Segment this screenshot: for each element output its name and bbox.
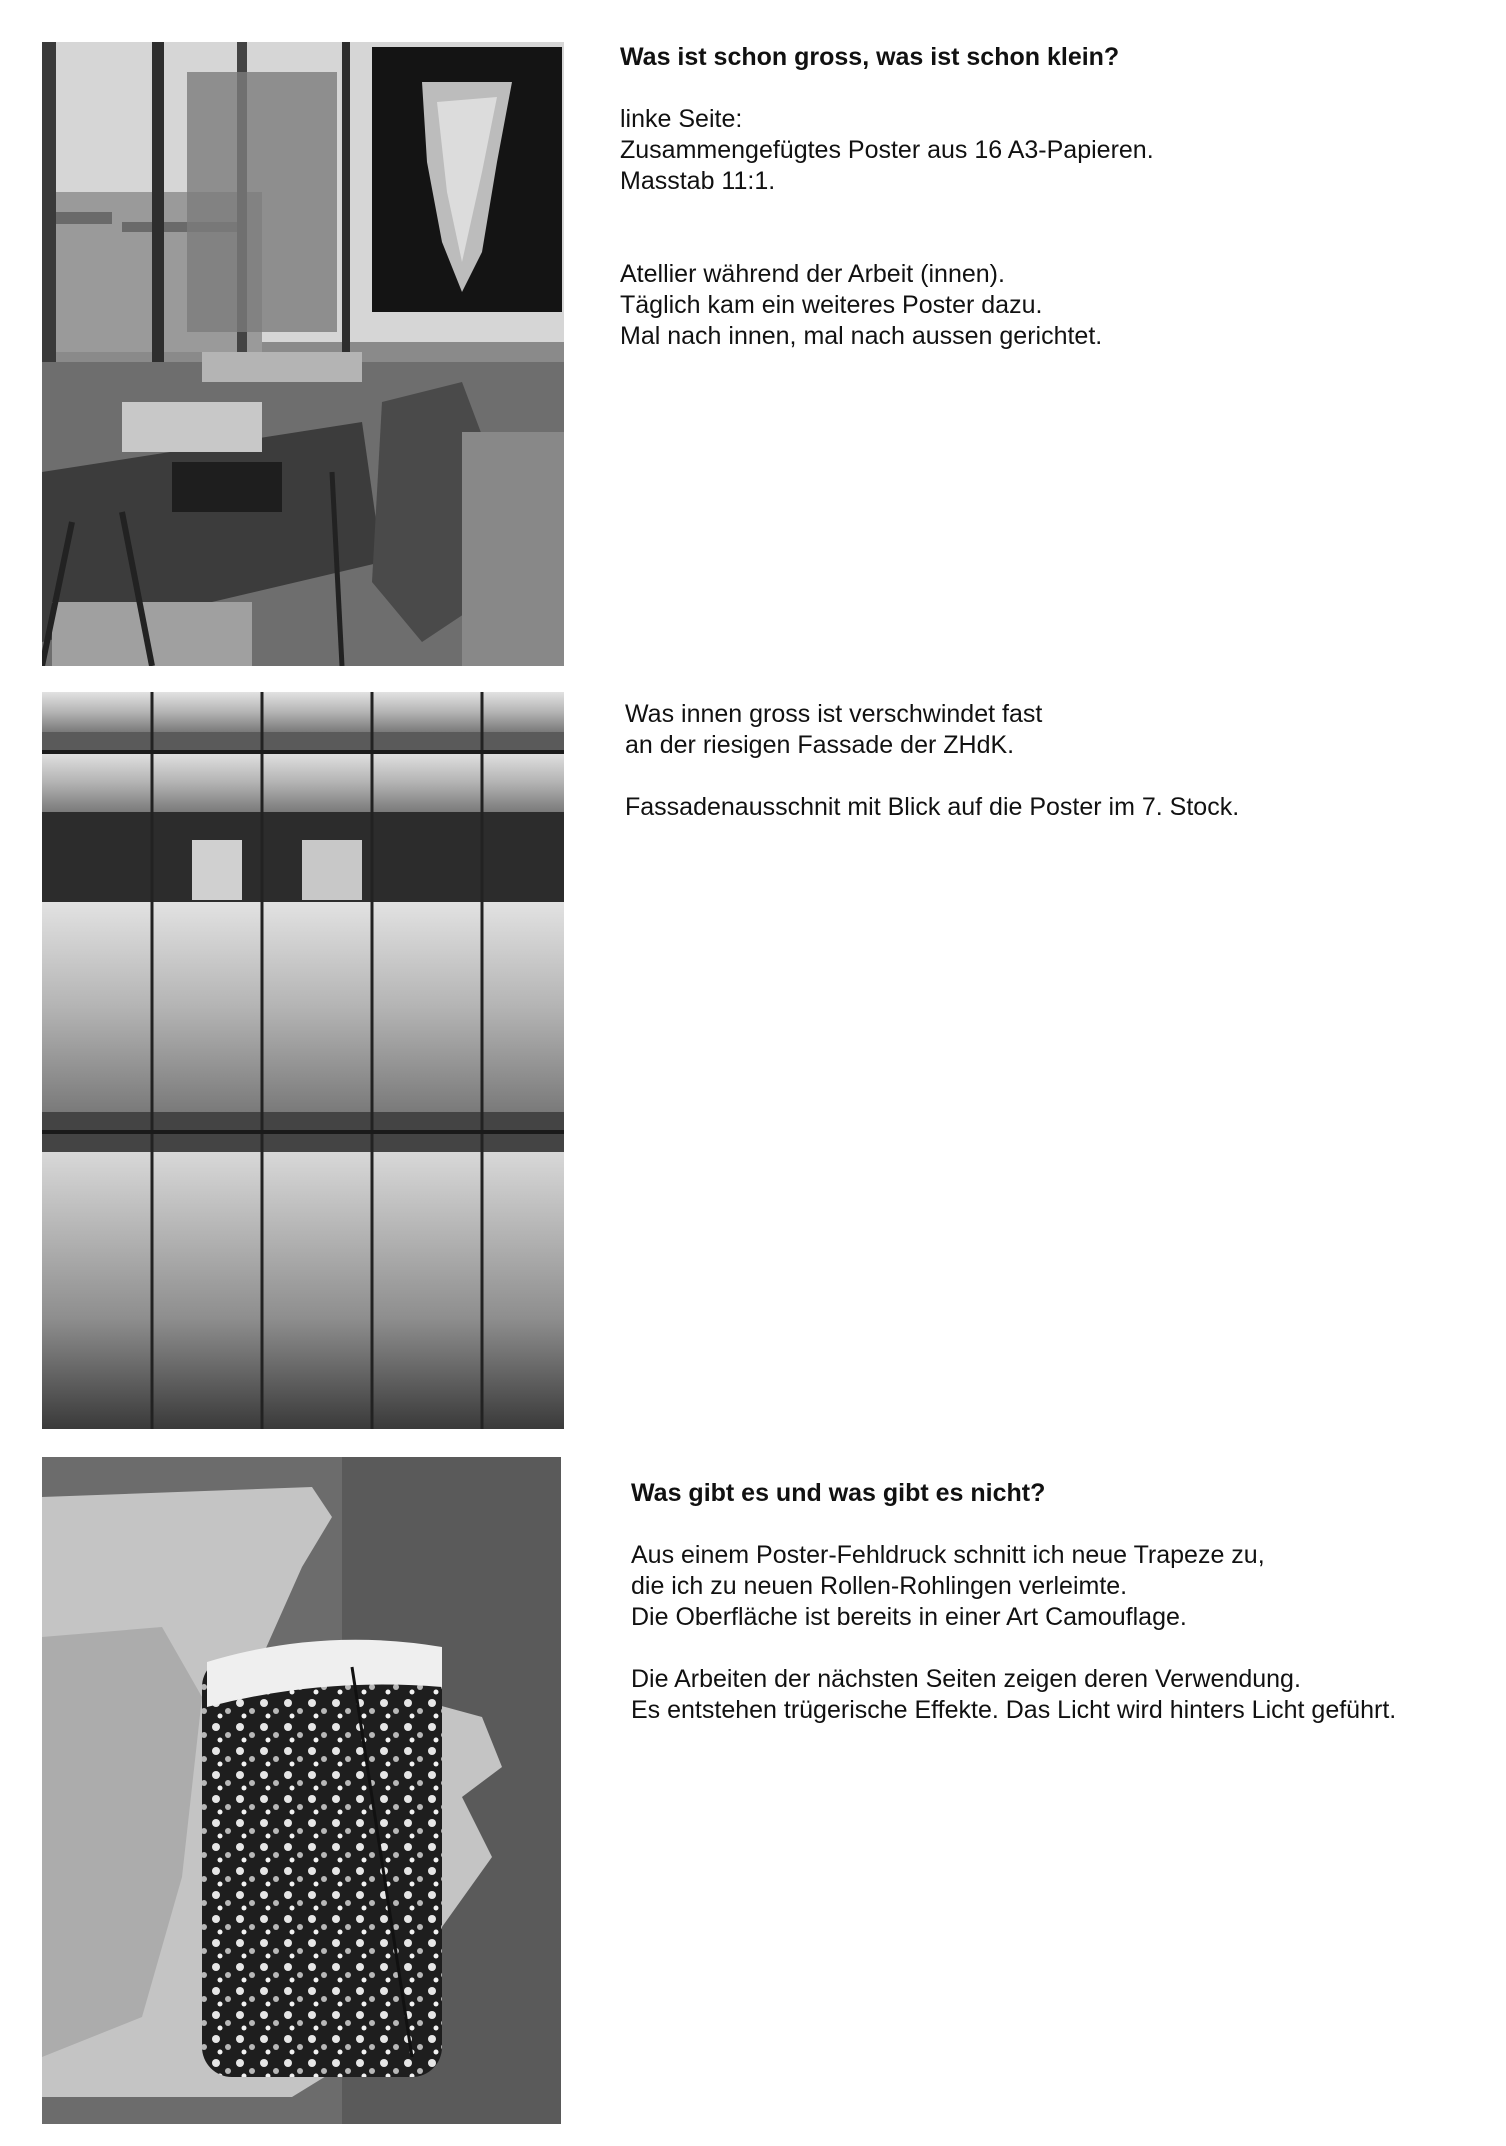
- caption-line: Was innen gross ist verschwindet fast: [625, 700, 1043, 728]
- caption-line: linke Seite:: [620, 105, 743, 133]
- section-heading: Was ist schon gross, was ist schon klein?: [620, 43, 1120, 71]
- caption-line: Die Arbeiten der nächsten Seiten zeigen deren Verwendung.: [631, 1665, 1301, 1693]
- caption-line: an der riesigen Fassade der ZHdK.: [625, 731, 1015, 759]
- caption-line: Mal nach innen, mal nach aussen gerichtet.: [620, 322, 1103, 350]
- studio-photo: [42, 42, 564, 666]
- caption-line: Täglich kam ein weiteres Poster dazu.: [620, 291, 1043, 319]
- section-studio-text: [620, 42, 1460, 352]
- caption-line: Aus einem Poster-Fehldruck schnitt ich neue Trapeze zu,: [631, 1541, 1265, 1569]
- facade-photo: [42, 692, 564, 1429]
- paper-roll-photo: [42, 1457, 561, 2124]
- caption-line: Zusammengefügtes Poster aus 16 A3-Papieren.: [620, 136, 1154, 164]
- section-facade-text: [625, 699, 1465, 823]
- caption-line: Masstab 11:1.: [620, 167, 776, 195]
- caption-line: Die Oberfläche ist bereits in einer Art Camouflage.: [631, 1603, 1187, 1631]
- caption-line: Es entstehen trügerische Effekte. Das Licht wird hinters Licht geführt.: [631, 1696, 1397, 1724]
- caption-line: Fassadenausschnit mit Blick auf die Poster im 7. Stock.: [625, 793, 1240, 821]
- section-heading: Was gibt es und was gibt es nicht?: [631, 1479, 1046, 1507]
- caption-line: Atellier während der Arbeit (innen).: [620, 260, 1005, 288]
- section-roll-text: [631, 1478, 1491, 1726]
- caption-line: die ich zu neuen Rollen-Rohlingen verleimte.: [631, 1572, 1128, 1600]
